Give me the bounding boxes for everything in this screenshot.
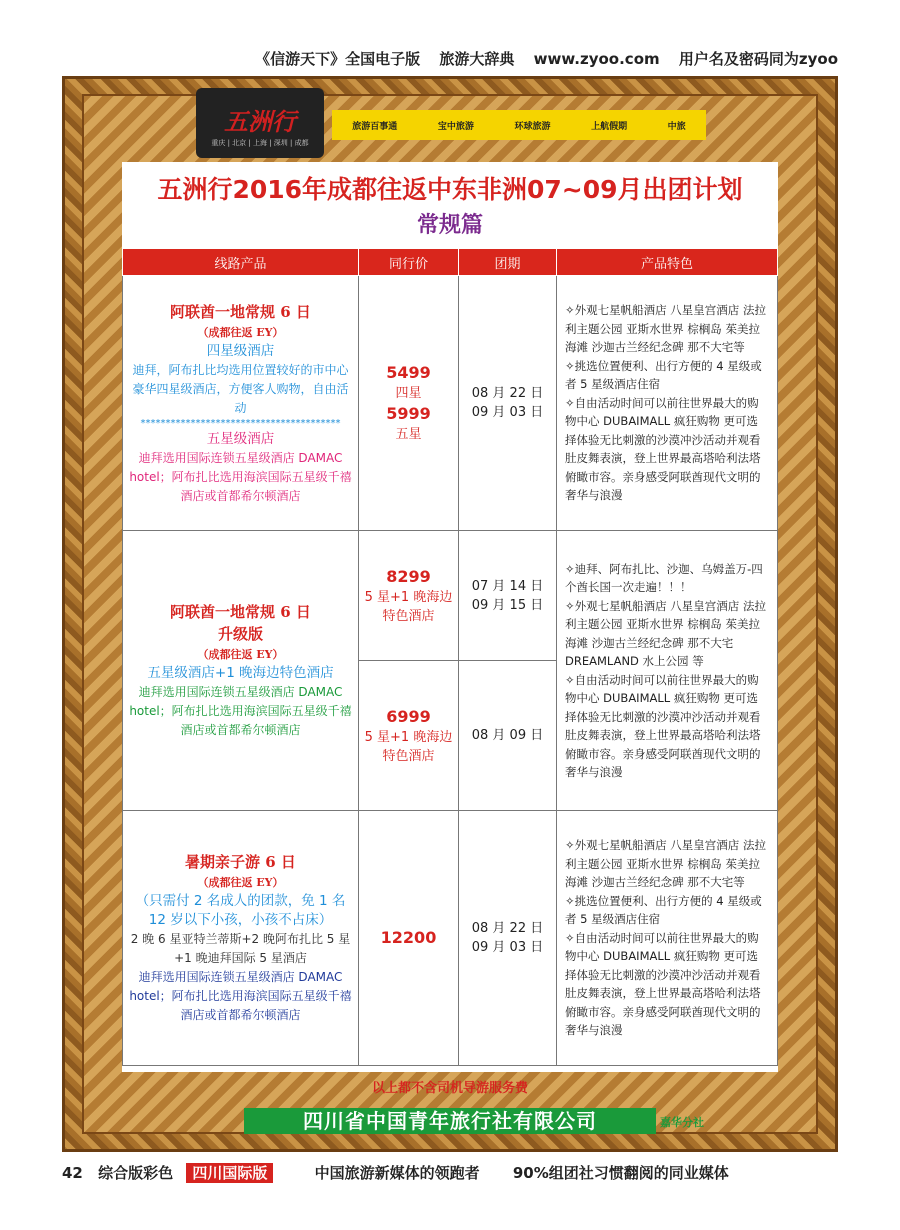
price-cell [359,661,459,811]
partner-logo: 旅游百事通 [352,121,398,132]
footer-slogan: 中国旅游新媒体的领跑者 [314,1164,480,1182]
login-note: 用户名及密码同为zyoo [678,50,838,68]
route-detail: 四星级酒店 [206,342,275,359]
route-cell [123,531,359,811]
partner-logo: 上航假期 [591,121,628,132]
feature-item: ✧挑选位置便利、出行方便的 4 星级或者 5 星级酒店住宿 [565,358,762,392]
features-cell [557,276,778,531]
company-name: 四川省中国青年旅行社有限公司 [244,1108,656,1134]
departure-date: 08 月 22 日 [471,921,544,936]
price-value: 5499 [386,363,431,382]
price-value: 6999 [386,706,431,726]
page-number: 42 [62,1164,83,1182]
date-cell [459,276,557,531]
route-subtitle: （成都往返 EY） [197,325,284,339]
date-cell [459,661,557,811]
branch-name: 嘉华分社 [660,1116,704,1129]
feature-item: ✧挑选位置便利、出行方便的 4 星级或者 5 星级酒店住宿 [565,893,762,927]
feature-item: ✧迪拜、阿布扎比、沙迦、乌姆盖万-四个酋长国一次走遍！！！ [565,561,763,594]
departure-date: 09 月 15 日 [471,597,544,613]
section-label: 综合版彩色 [98,1164,174,1182]
partner-logo: 中旅 [667,121,686,132]
page-footer [62,1162,729,1184]
partner-logos [332,110,706,140]
partner-logo: 宝中旅游 [437,121,474,132]
price-value: 8299 [386,566,431,586]
route-detail: 迪拜，阿布扎比均选用位置较好的市中心豪华四星级酒店，方便客人购物，自由活动 [132,362,349,415]
route-detail: （只需付 2 名成人的团款，免 1 名 12 岁以下小孩，小孩不占床） [135,893,346,928]
schedule-sheet [122,162,778,1096]
route-detail: 迪拜选用国际连锁五星级酒店 DAMAC hotel；阿布扎比选用海滨国际五星级千禧酒店或首都希尔顿酒店 [129,685,352,737]
route-name: 阿联酋一地常规 6 日 [170,603,311,621]
table-row [123,531,778,661]
features-cell [557,531,778,811]
page-title: 五洲行2016年成都往返中东非洲07~09月出团计划 [157,175,743,204]
top-banner [0,44,900,74]
footer-slogan: 90%组团社习惯翻阅的同业媒体 [512,1164,729,1182]
departure-date: 09 月 03 日 [471,405,544,420]
company-logo: 五洲行 重庆 | 北京 | 上海 | 深圳 | 成都 [196,88,324,158]
route-cell [123,276,359,531]
table-row [123,811,778,1066]
route-divider: **************************************** [140,417,341,429]
feature-item: ✧自由活动时间可以前往世界最大的购物中心 DUBAIMALL 疯狂购物 更可选择体验无比刺激的沙漠冲沙活动并观看肚皮舞表演，登上世界最高塔哈利法塔俯瞰市容。亲身感受阿联酋现代文明的奢华与浪漫 [565,672,761,779]
table-header-row [123,249,778,276]
route-detail: 迪拜选用国际连锁五星级酒店 DAMAC hotel；阿布扎比选用海滨国际五星级千禧酒店或首都希尔顿酒店 [129,970,352,1022]
route-detail: 五星级酒店 [206,430,275,447]
price-value: 12200 [380,928,437,947]
price-cell [359,276,459,531]
feature-item: ✧自由活动时间可以前往世界最大的购物中心 DUBAIMALL 疯狂购物 更可选择体验无比刺激的沙漠冲沙活动并观看肚皮舞表演，登上世界最高塔哈利法塔俯瞰市容。亲身感受阿联酋现代文明的奢华与浪漫 [565,395,761,503]
route-subtitle: （成都往返 EY） [197,648,284,661]
price-cell [359,531,459,661]
price-value: 5999 [386,404,431,423]
page-subtitle: 常规篇 [416,213,483,238]
route-name-upgrade: 升级版 [217,625,263,643]
price-note: 5 星+1 晚海边特色酒店 [364,729,453,764]
table-row [123,276,778,531]
date-cell [459,531,557,661]
column-header: 同行价 [359,249,459,276]
departure-date: 09 月 03 日 [471,940,544,955]
schedule-table [122,248,778,1066]
feature-item: ✧外观七星帆船酒店 八星皇宫酒店 法拉利主题公园 亚斯水世界 棕榈岛 茱美拉海滩 沙迦古兰经纪念碑 那不大宅 DREAMLAND 水上公园 等 [565,598,766,668]
price-note: 五星 [395,427,422,442]
route-detail: 五星级酒店+1 晚海边特色酒店 [147,665,334,681]
date-cell [459,811,557,1066]
magazine-name: 《信游天下》全国电子版 [255,50,421,68]
price-cell [359,811,459,1066]
route-cell [123,811,359,1066]
footnote: 以上都不含司机导游服务费 [371,1081,528,1096]
route-detail: 2 晚 6 星亚特兰蒂斯+2 晚阿布扎比 5 星+1 晚迪拜国际 5 星酒店 [130,932,351,965]
route-name: 暑期亲子游 6 日 [185,853,296,871]
column-header: 团期 [459,249,557,276]
partner-logo: 环球旅游 [514,121,551,132]
route-subtitle: （成都往返 EY） [197,876,284,889]
route-name: 阿联酋一地常规 6 日 [170,302,311,321]
dictionary-label: 旅游大辞典 [439,50,515,68]
departure-date: 08 月 09 日 [471,728,544,743]
column-header: 线路产品 [123,249,359,276]
route-detail: 迪拜选用国际连锁五星级酒店 DAMAC hotel；阿布扎比选用海滨国际五星级千禧酒店或首都希尔顿酒店 [129,450,352,503]
departure-date: 07 月 14 日 [471,578,544,594]
departure-date: 08 月 22 日 [471,386,544,401]
website-link[interactable]: www.zyoo.com [533,50,660,68]
feature-item: ✧自由活动时间可以前往世界最大的购物中心 DUBAIMALL 疯狂购物 更可选择体验无比刺激的沙漠冲沙活动并观看肚皮舞表演，登上世界最高塔哈利法塔俯瞰市容。亲身感受阿联酋现代文明的奢华与浪漫 [565,930,761,1038]
price-note: 5 星+1 晚海边特色酒店 [364,589,453,624]
feature-item: ✧外观七星帆船酒店 八星皇宫酒店 法拉利主题公园 亚斯水世界 棕榈岛 茱美拉海滩 沙迦古兰经纪念碑 那不大宅等 [565,838,766,890]
column-header: 产品特色 [557,249,778,276]
edition-badge: 四川国际版 [186,1163,273,1183]
price-note: 四星 [395,386,422,401]
feature-item: ✧外观七星帆船酒店 八星皇宫酒店 法拉利主题公园 亚斯水世界 棕榈岛 茱美拉海滩 沙迦古兰经纪念碑 那不大宅等 [565,303,766,355]
features-cell [557,811,778,1066]
